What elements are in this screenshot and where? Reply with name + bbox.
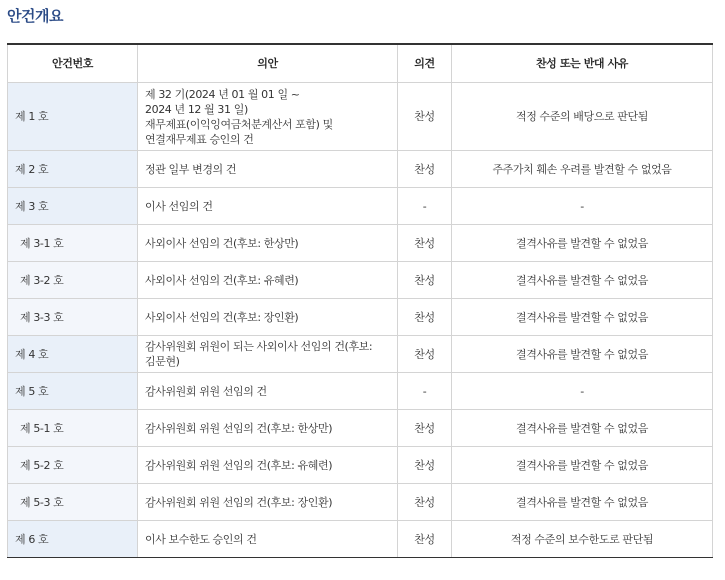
reason-cell: 결격사유를 발견할 수 없었음 <box>452 484 713 521</box>
opinion-cell: 찬성 <box>398 83 452 151</box>
reason-cell: - <box>452 188 713 225</box>
table-row <box>8 521 713 558</box>
agenda-number-cell: 제 5-2 호 <box>8 447 138 484</box>
agenda-title-line: 감사위원회 위원이 되는 사외이사 선임의 건(후보: <box>145 340 373 353</box>
opinion-cell: 찬성 <box>398 336 452 373</box>
table-row <box>8 188 713 225</box>
table-row <box>8 151 713 188</box>
agenda-title-cell <box>138 521 398 558</box>
opinion-cell: - <box>398 373 452 410</box>
agenda-title-cell <box>138 299 398 336</box>
agenda-title-cell <box>138 188 398 225</box>
agenda-title-line: 연결재무제표 승인의 건 <box>145 132 254 146</box>
table-row <box>8 262 713 299</box>
opinion-cell: 찬성 <box>398 484 452 521</box>
table-row <box>8 83 713 151</box>
agenda-title-line: 감사위원회 위원 선임의 건 <box>145 384 267 398</box>
opinion-cell: 찬성 <box>398 447 452 484</box>
agenda-title-cell <box>138 151 398 188</box>
agenda-title-line: 감사위원회 위원 선임의 건(후보: 한상만) <box>145 421 333 435</box>
agenda-number-cell: 제 3-1 호 <box>8 225 138 262</box>
reason-cell: 결격사유를 발견할 수 없었음 <box>452 225 713 262</box>
agenda-title-cell <box>138 410 398 447</box>
agenda-title-cell <box>138 262 398 299</box>
agenda-title-line: 감사위원회 위원 선임의 건(후보: 장인환) <box>145 495 333 509</box>
reason-cell: 결격사유를 발견할 수 없었음 <box>452 336 713 373</box>
reason-cell: 결격사유를 발견할 수 없었음 <box>452 410 713 447</box>
table-header-row <box>8 44 713 83</box>
agenda-title-line: 사외이사 선임의 건(후보: 장인환) <box>145 310 299 324</box>
opinion-cell: 찬성 <box>398 151 452 188</box>
reason-cell: - <box>452 373 713 410</box>
agenda-title-line: 감사위원회 위원 선임의 건(후보: 유혜련) <box>145 458 333 472</box>
agenda-title-cell <box>138 447 398 484</box>
agenda-title-cell <box>138 83 398 151</box>
agenda-number-cell: 제 5-1 호 <box>8 410 138 447</box>
opinion-cell: - <box>398 188 452 225</box>
header-agenda-number: 안건번호 <box>8 44 138 83</box>
agenda-number-cell: 제 6 호 <box>8 521 138 558</box>
opinion-cell: 찬성 <box>398 262 452 299</box>
agenda-title-line: 제 32 기(2024 년 01 월 01 일 ~ <box>145 87 300 101</box>
opinion-cell: 찬성 <box>398 521 452 558</box>
reason-cell: 적정 수준의 보수한도로 판단됨 <box>452 521 713 558</box>
agenda-title-cell <box>138 225 398 262</box>
agenda-number-cell: 제 1 호 <box>8 83 138 151</box>
agenda-number-cell: 제 3 호 <box>8 188 138 225</box>
agenda-title-line: 이사 선임의 건 <box>145 199 213 213</box>
reason-cell: 결격사유를 발견할 수 없었음 <box>452 299 713 336</box>
agenda-number-cell: 제 4 호 <box>8 336 138 373</box>
agenda-table-body <box>8 83 713 558</box>
agenda-title-line: 사외이사 선임의 건(후보: 유혜련) <box>145 273 299 287</box>
table-row <box>8 484 713 521</box>
agenda-number-cell: 제 5 호 <box>8 373 138 410</box>
opinion-cell: 찬성 <box>398 225 452 262</box>
agenda-title-line: 사외이사 선임의 건(후보: 한상만) <box>145 236 299 250</box>
header-agenda-title: 의안 <box>138 44 398 83</box>
agenda-title-line: 재무제표(이익잉여금처분계산서 포함) 및 <box>145 117 333 131</box>
agenda-title-line: 김문현) <box>145 355 180 368</box>
agenda-title-line: 2024 년 12 월 31 일) <box>145 102 248 116</box>
agenda-title-line: 이사 보수한도 승인의 건 <box>145 532 257 546</box>
table-row <box>8 299 713 336</box>
agenda-number-cell: 제 2 호 <box>8 151 138 188</box>
header-opinion: 의견 <box>398 44 452 83</box>
table-row <box>8 447 713 484</box>
section-title: 안건개요 <box>7 7 63 25</box>
table-row <box>8 373 713 410</box>
agenda-number-cell: 제 3-2 호 <box>8 262 138 299</box>
agenda-title-cell <box>138 336 398 373</box>
table-row <box>8 225 713 262</box>
reason-cell: 결격사유를 발견할 수 없었음 <box>452 262 713 299</box>
agenda-number-cell: 제 5-3 호 <box>8 484 138 521</box>
reason-cell: 결격사유를 발견할 수 없었음 <box>452 447 713 484</box>
opinion-cell: 찬성 <box>398 410 452 447</box>
opinion-cell: 찬성 <box>398 299 452 336</box>
header-reason: 찬성 또는 반대 사유 <box>452 44 713 83</box>
agenda-title-line: 정관 일부 변경의 건 <box>145 162 237 176</box>
reason-cell: 주주가치 훼손 우려를 발견할 수 없었음 <box>452 151 713 188</box>
agenda-table <box>7 43 713 558</box>
reason-cell: 적정 수준의 배당으로 판단됨 <box>452 83 713 151</box>
agenda-number-cell: 제 3-3 호 <box>8 299 138 336</box>
agenda-title-cell <box>138 484 398 521</box>
agenda-title-cell <box>138 373 398 410</box>
table-row <box>8 336 713 373</box>
table-row <box>8 410 713 447</box>
